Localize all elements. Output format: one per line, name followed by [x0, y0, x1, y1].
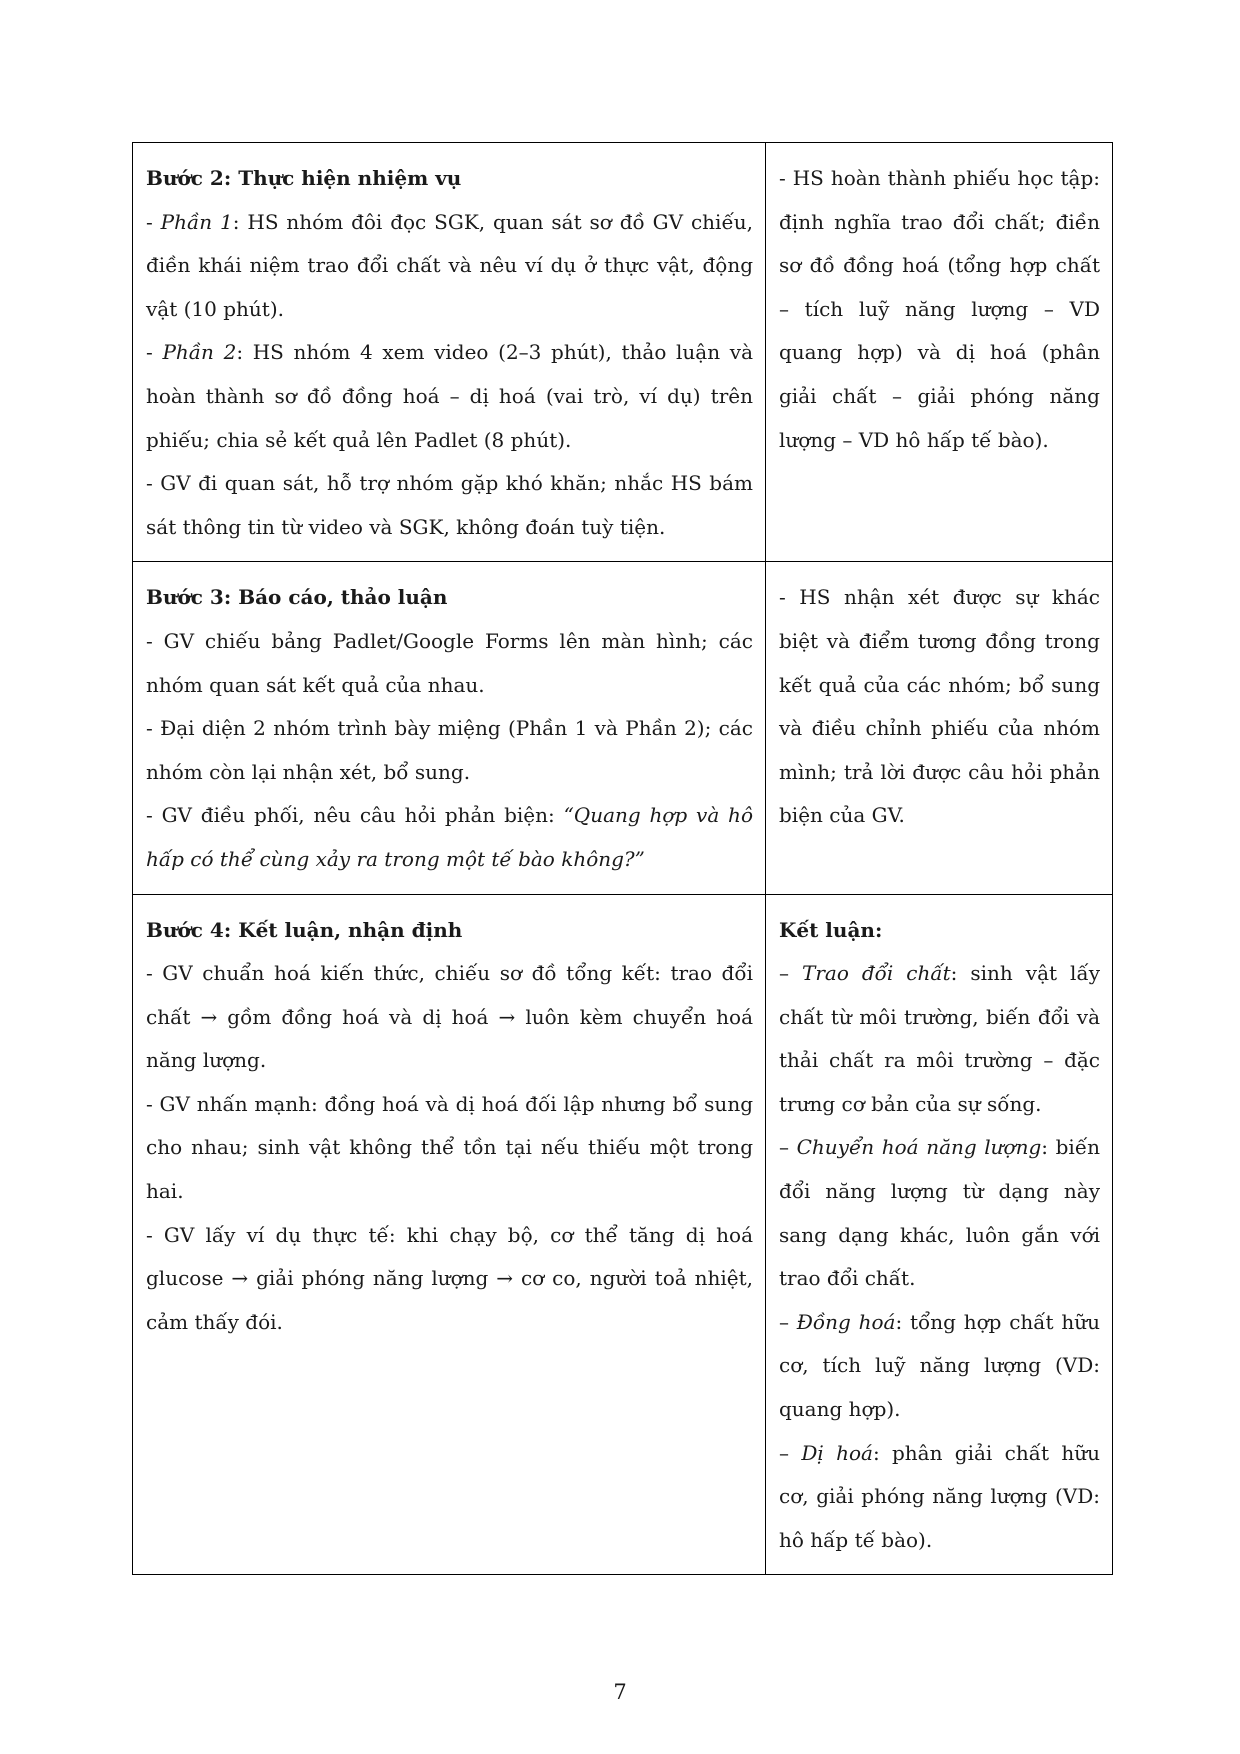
paragraph-text: - HS nhận xét được sự khác biệt và điểm tương đồng trong kết quả của các nhóm; bổ sung và điều chỉnh phiếu của nhóm mình; trả lời được câu hỏi phản biện của GV. [779, 585, 1100, 828]
activity-cell [133, 894, 766, 1575]
paragraph-text: : tổng hợp chất hữu cơ, tích luỹ năng lượng (VD: quang hợp). [779, 1309, 1101, 1422]
paragraph-text: - GV chuẩn hoá kiến thức, chiếu sơ đồ tổng kết: trao đổi chất → gồm đồng hoá và dị hoá → luôn kèm chuyển hoá năng lượng. [146, 961, 753, 1073]
activity-paragraph [146, 794, 753, 881]
paragraph-text: : biến đổi năng lượng từ dạng này sang dạng khác, luôn gắn với trao đổi chất. [779, 1135, 1100, 1291]
activity-paragraph [146, 331, 753, 462]
activity-paragraph [146, 201, 753, 332]
product-paragraph [779, 1126, 1100, 1300]
step-title: Bước 3: Báo cáo, thảo luận [146, 585, 448, 610]
table-row [133, 562, 1113, 894]
product-paragraph [779, 157, 1100, 462]
product-cell [766, 562, 1113, 894]
table-row [133, 143, 1113, 562]
italic-term: Đồng hoá [796, 1309, 896, 1334]
conclusion-title: Kết luận: [779, 917, 883, 942]
paragraph-text: - GV lấy ví dụ thực tế: khi chạy bộ, cơ thể tăng dị hoá glucose → giải phóng năng lượng → cơ co, người toả nhiệt, cảm thấy đói. [146, 1222, 753, 1334]
bullet-prefix: – [779, 961, 802, 986]
activity-paragraph [146, 1083, 753, 1214]
bullet-prefix: – [779, 1309, 797, 1334]
italic-term: Trao đổi chất [802, 961, 951, 986]
italic-question: “Quang hợp và hô hấp có thể cùng xảy ra trong một tế bào không?” [146, 803, 753, 871]
product-paragraph [779, 952, 1100, 1126]
paragraph-text: - GV đi quan sát, hỗ trợ nhóm gặp khó khăn; nhắc HS bám sát thông tin từ video và SGK, không đoán tuỳ tiện. [146, 471, 753, 539]
activity-paragraph [146, 462, 753, 549]
paragraph-text: - GV nhấn mạnh: đồng hoá và dị hoá đối lập nhưng bổ sung cho nhau; sinh vật không thể tồn tại nếu thiếu một trong hai. [146, 1091, 753, 1204]
bullet-prefix: – [779, 1440, 802, 1465]
product-paragraph [779, 576, 1100, 838]
bullet-prefix: - [146, 340, 163, 365]
paragraph-text: : HS nhóm đôi đọc SGK, quan sát sơ đồ GV chiếu, điền khái niệm trao đổi chất và nêu ví dụ ở thực vật, động vật (10 phút). [146, 209, 753, 321]
activity-paragraph [146, 1214, 753, 1345]
step-title: Bước 2: Thực hiện nhiệm vụ [146, 166, 462, 190]
italic-term: Chuyển hoá năng lượng [796, 1135, 1042, 1160]
activity-cell [133, 143, 766, 562]
step-title: Bước 4: Kết luận, nhận định [146, 917, 463, 942]
activity-cell [133, 562, 766, 894]
paragraph-text: - HS hoàn thành phiếu học tập: định nghĩa trao đổi chất; điền sơ đồ đồng hoá (tổng hợp chất – tích luỹ năng lượng – VD quang hợp) và dị hoá (phân giải chất – giải phóng năng lượng – VD hô hấp tế bào). [779, 166, 1100, 452]
paragraph-text: - GV điều phối, nêu câu hỏi phản biện: [146, 803, 564, 828]
italic-term: Phần 2 [162, 340, 237, 365]
product-cell [766, 894, 1113, 1575]
paragraph-text: : sinh vật lấy chất từ môi trường, biến đổi và thải chất ra môi trường – đặc trưng cơ bản của sự sống. [779, 961, 1100, 1116]
bullet-prefix: - [146, 209, 161, 234]
activity-paragraph [146, 707, 753, 794]
paragraph-text: : HS nhóm 4 xem video (2–3 phút), thảo luận và hoàn thành sơ đồ đồng hoá – dị hoá (vai trò, ví dụ) trên phiếu; chia sẻ kết quả lên Padlet (8 phút). [146, 340, 754, 452]
product-cell [766, 143, 1113, 562]
activity-paragraph [146, 952, 753, 1083]
italic-term: Dị hoá [801, 1440, 873, 1465]
table-body [133, 143, 1113, 1575]
paragraph-text: : phân giải chất hữu cơ, giải phóng năng lượng (VD: hô hấp tế bào). [779, 1440, 1100, 1552]
paragraph-text: - GV chiếu bảng Padlet/Google Forms lên màn hình; các nhóm quan sát kết quả của nhau. [146, 628, 753, 697]
italic-term: Phần 1 [160, 209, 233, 234]
activity-paragraph [146, 620, 753, 707]
product-paragraph [779, 1432, 1100, 1563]
lesson-plan-table [132, 142, 1113, 1575]
bullet-prefix: – [779, 1135, 797, 1160]
paragraph-text: - Đại diện 2 nhóm trình bày miệng (Phần 1 và Phần 2); các nhóm còn lại nhận xét, bổ sung. [146, 716, 753, 784]
product-paragraph [779, 1301, 1100, 1432]
table-row [133, 894, 1113, 1575]
page-number: 7 [613, 1680, 627, 1704]
